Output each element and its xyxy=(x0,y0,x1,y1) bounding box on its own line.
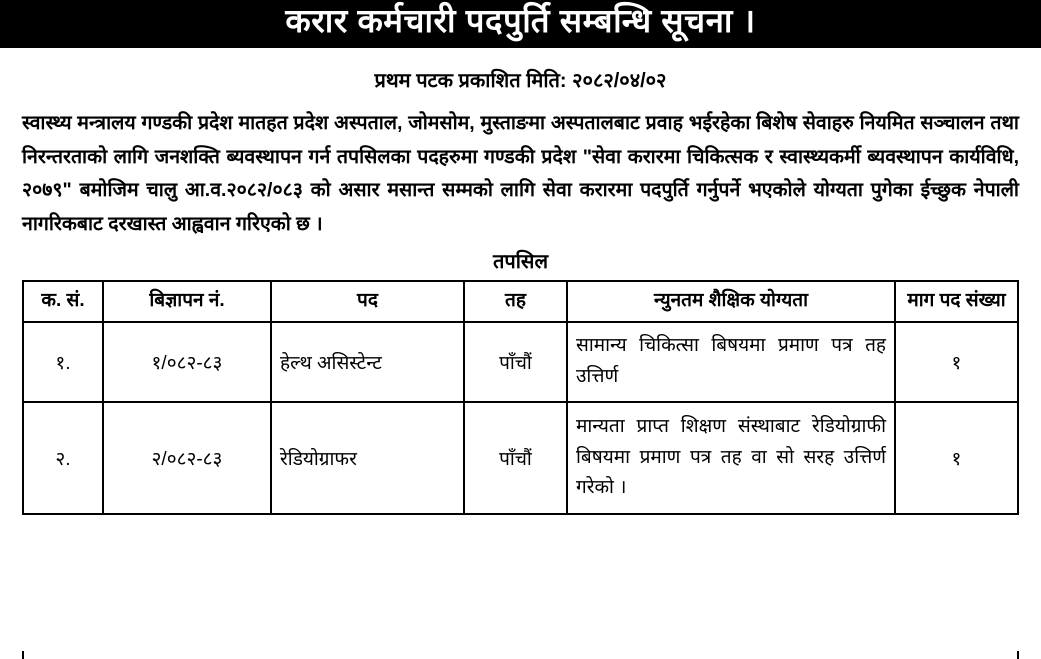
table-row xyxy=(23,322,1018,402)
cell-sn: १. xyxy=(23,322,103,402)
cell-advertisement-no: १/०८२-८३ xyxy=(103,322,271,402)
cell-sn: २. xyxy=(23,402,103,514)
header-advertisement-no: बिज्ञापन नं. xyxy=(103,281,271,322)
cell-post: रेडियोग्राफर xyxy=(271,402,464,514)
table-header-row xyxy=(23,281,1018,322)
cell-level: पाँचौं xyxy=(464,322,567,402)
cell-advertisement-no: २/०८२-८३ xyxy=(103,402,271,514)
section-title: तपसिल xyxy=(492,251,549,274)
cell-demand: १ xyxy=(895,322,1018,402)
notice-paragraph: स्वास्थ्य मन्त्रालय गण्डकी प्रदेश मातहत प्रदेश अस्पताल, जोमसोम, मुस्ताङमा अस्पतालबाट प्रवाह भईरहेका बिशेष सेवाहरु नियमित सञ्चालन तथा निरन्तरताको लागि जनशक्ति ब्यवस्थापन गर्न तपसिलका पदहरुमा गण्डकी प्रदेश "सेवा करारमा चिकित्सक र स्वास्थ्यकर्मी ब्यवस्थापन कार्यविधि, २०७९" बमोजिम चालु आ.व.२०८२/०८३ को असार मसान्त सम्मको लागि सेवा करारमा पदपुर्ति गर्नुपर्ने भएकोले योग्यता पुगेका ईच्छुक नेपाली नागरिकबाट दरखास्त आह्ववान गरिएको छ । xyxy=(22,112,1019,235)
publication-date: प्रथम पटक प्रकाशित मिति: २०८२/०४/०२ xyxy=(374,70,667,92)
header-post: पद xyxy=(271,281,464,322)
cell-level: पाँचौं xyxy=(464,402,567,514)
vacancy-table xyxy=(22,280,1019,515)
table-clipped-edge xyxy=(22,651,1019,659)
notice-banner xyxy=(0,0,1041,48)
cell-post: हेल्थ असिस्टेन्ट xyxy=(271,322,464,402)
cell-demand: १ xyxy=(895,402,1018,514)
header-demand: माग पद संख्या xyxy=(895,281,1018,322)
header-sn: क. सं. xyxy=(23,281,103,322)
header-level: तह xyxy=(464,281,567,322)
header-qualification: न्युनतम शैक्षिक योग्यता xyxy=(567,281,895,322)
notice-title: करार कर्मचारी पदपुर्ति सम्बन्धि सूचना । xyxy=(285,1,756,39)
notice-body xyxy=(0,66,1041,515)
table-row xyxy=(23,402,1018,514)
cell-qualification: मान्यता प्राप्त शिक्षण संस्थाबाट रेडियोग्राफी बिषयमा प्रमाण पत्र तह वा सो सरह उत्तिर्ण गरेको । xyxy=(567,402,895,514)
cell-qualification: सामान्य चिकित्सा बिषयमा प्रमाण पत्र तह उत्तिर्ण xyxy=(567,322,895,402)
